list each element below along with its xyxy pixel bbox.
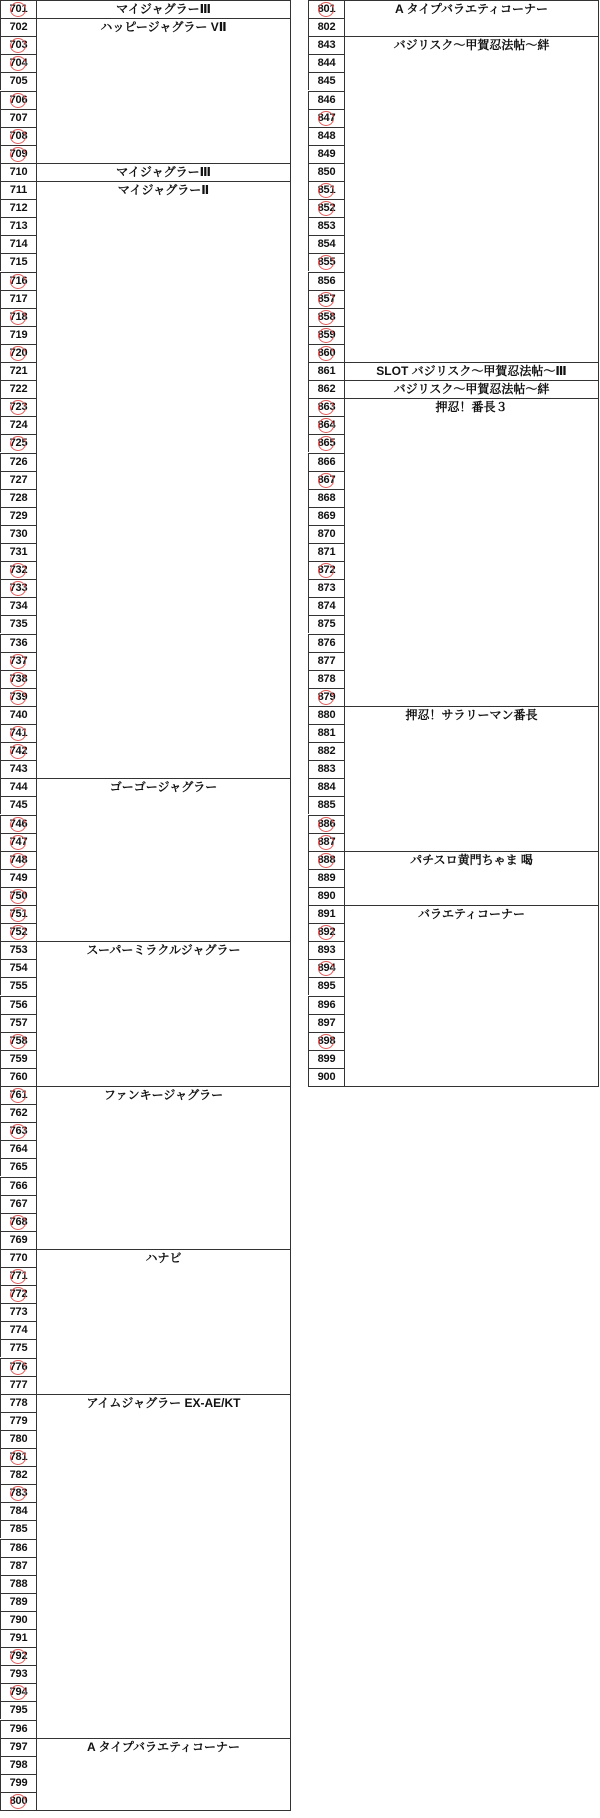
machine-number: 782 <box>0 1466 36 1484</box>
machine-number: 750 <box>0 887 36 905</box>
machine-number: 713 <box>0 217 36 235</box>
machine-number: 789 <box>0 1593 36 1611</box>
machine-number: 854 <box>308 235 344 253</box>
machine-number: 730 <box>0 525 36 543</box>
machine-group-label: 押忍！番長３ <box>435 400 508 414</box>
machine-number: 756 <box>0 996 36 1014</box>
machine-number: 703 <box>0 36 36 54</box>
machine-number: 858 <box>308 308 344 326</box>
machine-group-label: ハナビ <box>145 1251 182 1265</box>
machine-number: 711 <box>0 181 36 199</box>
machine-number: 721 <box>0 362 36 380</box>
machine-number: 792 <box>0 1647 36 1665</box>
machine-group-label: ハッピージャグラー VⅡ <box>100 20 227 34</box>
machine-number: 772 <box>0 1285 36 1303</box>
machine-number: 881 <box>308 724 344 742</box>
machine-group-label: A タイプバラエティコーナー <box>394 2 549 16</box>
machine-number: 797 <box>0 1738 36 1756</box>
machine-number: 783 <box>0 1484 36 1502</box>
machine-grid-left <box>0 0 291 1811</box>
machine-group-label: A タイプバラエティコーナー <box>86 1740 241 1754</box>
machine-number: 894 <box>308 959 344 977</box>
machine-number: 885 <box>308 796 344 814</box>
machine-number: 875 <box>308 615 344 633</box>
machine-grid-right <box>308 0 599 1087</box>
machine-number: 786 <box>0 1539 36 1557</box>
machine-number: 788 <box>0 1575 36 1593</box>
machine-number: 898 <box>308 1032 344 1050</box>
machine-group <box>344 362 599 380</box>
machine-number: 899 <box>308 1050 344 1068</box>
machine-group <box>36 1249 291 1394</box>
machine-number: 795 <box>0 1701 36 1719</box>
machine-number: 843 <box>308 36 344 54</box>
machine-number: 777 <box>0 1376 36 1394</box>
machine-group-label: スーパーミラクルジャグラー <box>86 943 241 957</box>
machine-number: 886 <box>308 815 344 833</box>
machine-number: 873 <box>308 579 344 597</box>
machine-number: 890 <box>308 887 344 905</box>
machine-number: 849 <box>308 145 344 163</box>
machine-number: 869 <box>308 507 344 525</box>
machine-number: 852 <box>308 199 344 217</box>
machine-number: 896 <box>308 996 344 1014</box>
machine-group <box>36 1394 291 1738</box>
machine-number: 758 <box>0 1032 36 1050</box>
machine-number: 740 <box>0 706 36 724</box>
machine-number: 867 <box>308 471 344 489</box>
machine-number: 748 <box>0 851 36 869</box>
machine-number: 753 <box>0 941 36 959</box>
machine-number: 865 <box>308 434 344 452</box>
machine-number: 859 <box>308 326 344 344</box>
machine-number: 888 <box>308 851 344 869</box>
machine-number: 784 <box>0 1502 36 1520</box>
machine-group <box>36 18 291 163</box>
machine-number: 709 <box>0 145 36 163</box>
machine-number: 762 <box>0 1104 36 1122</box>
machine-number: 754 <box>0 959 36 977</box>
machine-number: 752 <box>0 923 36 941</box>
machine-number: 741 <box>0 724 36 742</box>
machine-number: 767 <box>0 1195 36 1213</box>
machine-number: 747 <box>0 833 36 851</box>
machine-number: 897 <box>308 1014 344 1032</box>
machine-number: 780 <box>0 1430 36 1448</box>
machine-number: 755 <box>0 977 36 995</box>
machine-number: 707 <box>0 109 36 127</box>
machine-number: 716 <box>0 272 36 290</box>
machine-group-label: SLOT バジリスク～甲賀忍法帖～Ⅲ <box>376 364 567 378</box>
machine-group <box>344 706 599 851</box>
machine-group <box>36 1738 291 1811</box>
machine-group-label: マイジャグラーⅢ <box>116 165 211 179</box>
machine-number: 799 <box>0 1774 36 1792</box>
machine-number: 736 <box>0 634 36 652</box>
machine-group-label: マイジャグラーⅢ <box>116 2 211 16</box>
machine-number: 744 <box>0 778 36 796</box>
machine-number: 872 <box>308 561 344 579</box>
machine-number: 801 <box>308 0 344 18</box>
machine-number: 764 <box>0 1140 36 1158</box>
machine-number: 860 <box>308 344 344 362</box>
machine-number: 712 <box>0 199 36 217</box>
machine-number: 864 <box>308 416 344 434</box>
machine-group <box>36 0 291 18</box>
machine-number: 714 <box>0 235 36 253</box>
machine-number: 876 <box>308 634 344 652</box>
machine-number: 785 <box>0 1520 36 1538</box>
machine-number: 704 <box>0 54 36 72</box>
machine-number: 715 <box>0 253 36 271</box>
machine-number: 802 <box>308 18 344 36</box>
machine-group <box>344 0 599 36</box>
machine-number: 879 <box>308 688 344 706</box>
machine-group <box>36 163 291 181</box>
machine-number: 895 <box>308 977 344 995</box>
machine-number: 774 <box>0 1321 36 1339</box>
machine-number: 718 <box>0 308 36 326</box>
machine-number: 787 <box>0 1557 36 1575</box>
machine-number: 770 <box>0 1249 36 1267</box>
machine-number: 866 <box>308 453 344 471</box>
machine-number: 702 <box>0 18 36 36</box>
machine-number: 856 <box>308 272 344 290</box>
machine-number: 743 <box>0 760 36 778</box>
machine-number: 781 <box>0 1448 36 1466</box>
machine-number: 733 <box>0 579 36 597</box>
machine-number: 738 <box>0 670 36 688</box>
machine-number: 883 <box>308 760 344 778</box>
machine-number: 773 <box>0 1303 36 1321</box>
machine-number: 775 <box>0 1339 36 1357</box>
machine-number: 853 <box>308 217 344 235</box>
machine-number: 779 <box>0 1412 36 1430</box>
machine-number: 724 <box>0 416 36 434</box>
machine-number: 793 <box>0 1665 36 1683</box>
machine-group <box>344 905 599 1087</box>
machine-number: 722 <box>0 380 36 398</box>
machine-group-label: パチスロ黄門ちゃま 喝 <box>410 853 533 867</box>
machine-number: 884 <box>308 778 344 796</box>
machine-group <box>344 380 599 398</box>
machine-number: 878 <box>308 670 344 688</box>
machine-number: 760 <box>0 1068 36 1086</box>
machine-group-label: マイジャグラーⅡ <box>117 183 210 197</box>
machine-number: 731 <box>0 543 36 561</box>
machine-number: 868 <box>308 489 344 507</box>
machine-number: 845 <box>308 72 344 90</box>
machine-number: 800 <box>0 1792 36 1811</box>
machine-number: 861 <box>308 362 344 380</box>
machine-number: 798 <box>0 1756 36 1774</box>
machine-number: 846 <box>308 91 344 109</box>
machine-number: 776 <box>0 1358 36 1376</box>
machine-number: 768 <box>0 1213 36 1231</box>
machine-group-label: バジリスク～甲賀忍法帖～絆 <box>393 382 550 396</box>
machine-number: 771 <box>0 1267 36 1285</box>
right-column <box>308 0 599 1087</box>
machine-number: 892 <box>308 923 344 941</box>
machine-number: 705 <box>0 72 36 90</box>
left-column <box>0 0 291 1811</box>
machine-number: 891 <box>308 905 344 923</box>
machine-number: 877 <box>308 652 344 670</box>
machine-number: 749 <box>0 869 36 887</box>
machine-number: 746 <box>0 815 36 833</box>
machine-group <box>344 851 599 905</box>
machine-number: 728 <box>0 489 36 507</box>
machine-number: 850 <box>308 163 344 181</box>
machine-number: 874 <box>308 597 344 615</box>
machine-number: 790 <box>0 1611 36 1629</box>
machine-number: 759 <box>0 1050 36 1068</box>
machine-number: 862 <box>308 380 344 398</box>
machine-number: 726 <box>0 453 36 471</box>
machine-number: 751 <box>0 905 36 923</box>
machine-number: 900 <box>308 1068 344 1087</box>
machine-number: 723 <box>0 398 36 416</box>
machine-group-label: ゴーゴージャグラー <box>109 780 218 794</box>
machine-number: 796 <box>0 1720 36 1738</box>
machine-number: 893 <box>308 941 344 959</box>
machine-number: 763 <box>0 1122 36 1140</box>
machine-number: 739 <box>0 688 36 706</box>
machine-number: 710 <box>0 163 36 181</box>
machine-number: 757 <box>0 1014 36 1032</box>
machine-number: 765 <box>0 1158 36 1176</box>
machine-group <box>36 1086 291 1249</box>
machine-number: 725 <box>0 434 36 452</box>
machine-group-label: バラエティコーナー <box>417 907 526 921</box>
machine-number: 727 <box>0 471 36 489</box>
machine-number: 708 <box>0 127 36 145</box>
machine-number: 871 <box>308 543 344 561</box>
machine-number: 870 <box>308 525 344 543</box>
machine-number: 855 <box>308 253 344 271</box>
machine-number: 880 <box>308 706 344 724</box>
machine-number: 882 <box>308 742 344 760</box>
machine-group <box>344 36 599 362</box>
machine-number: 887 <box>308 833 344 851</box>
machine-group-label: アイムジャグラー EX-AE/KT <box>86 1396 241 1410</box>
machine-number: 720 <box>0 344 36 362</box>
machine-number: 742 <box>0 742 36 760</box>
machine-number: 848 <box>308 127 344 145</box>
machine-number: 732 <box>0 561 36 579</box>
machine-number: 735 <box>0 615 36 633</box>
machine-group-label: 押忍！サラリーマン番長 <box>405 708 538 722</box>
machine-number: 778 <box>0 1394 36 1412</box>
machine-number: 701 <box>0 0 36 18</box>
machine-number: 851 <box>308 181 344 199</box>
machine-number: 719 <box>0 326 36 344</box>
machine-group-label: ファンキージャグラー <box>103 1088 224 1102</box>
machine-number: 761 <box>0 1086 36 1104</box>
machine-number: 844 <box>308 54 344 72</box>
machine-number: 847 <box>308 109 344 127</box>
machine-number: 766 <box>0 1177 36 1195</box>
machine-number: 745 <box>0 796 36 814</box>
machine-group <box>344 398 599 706</box>
machine-group <box>36 941 291 1086</box>
machine-number: 863 <box>308 398 344 416</box>
machine-group-label: バジリスク～甲賀忍法帖～絆 <box>393 38 550 52</box>
machine-number: 717 <box>0 290 36 308</box>
machine-number: 737 <box>0 652 36 670</box>
machine-number: 729 <box>0 507 36 525</box>
machine-number: 794 <box>0 1683 36 1701</box>
machine-number: 769 <box>0 1231 36 1249</box>
machine-number: 889 <box>308 869 344 887</box>
machine-number: 706 <box>0 91 36 109</box>
machine-group <box>36 778 291 941</box>
machine-group <box>36 181 291 778</box>
machine-number: 857 <box>308 290 344 308</box>
machine-number: 734 <box>0 597 36 615</box>
machine-number: 791 <box>0 1629 36 1647</box>
